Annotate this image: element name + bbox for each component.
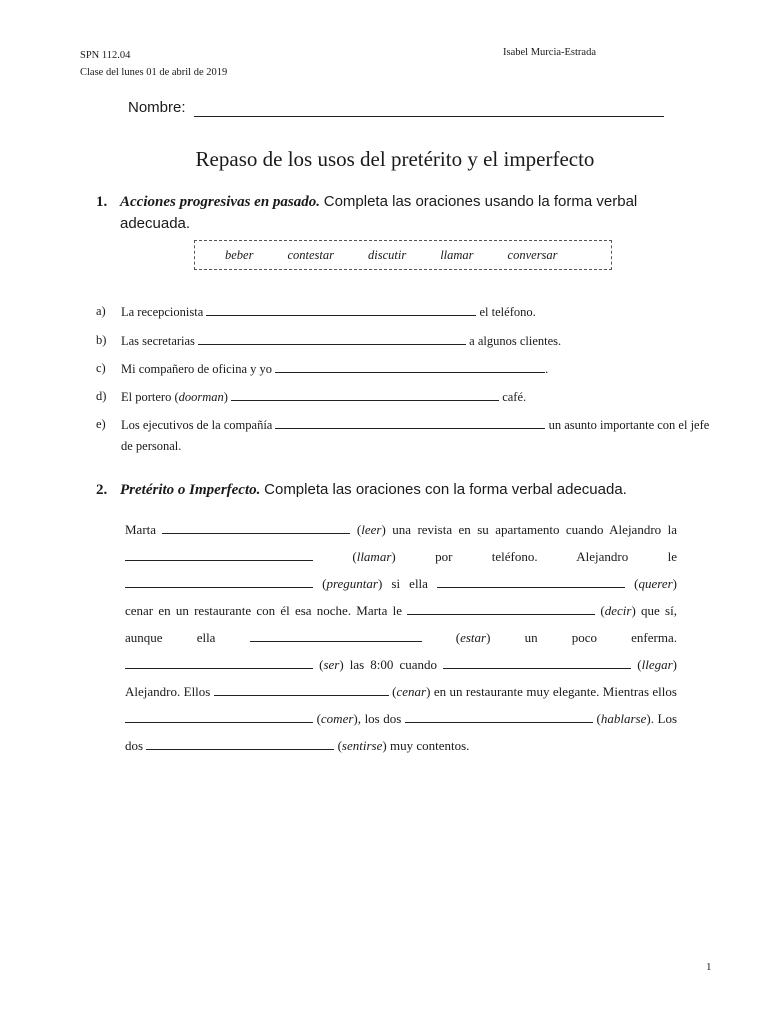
exercise-item-b xyxy=(96,330,716,352)
answer-blank[interactable] xyxy=(198,330,466,345)
verb-hint: querer xyxy=(638,576,673,591)
para-text: Alejandro. Ellos xyxy=(125,684,211,699)
word-bank-item: discutir xyxy=(368,247,407,262)
answer-blank[interactable] xyxy=(206,301,476,316)
exercise-item-d xyxy=(96,386,716,408)
exercise-item-a xyxy=(96,301,716,323)
para-text: las 8:00 cuando xyxy=(349,657,438,672)
section-1-number: 1. xyxy=(96,194,108,210)
verb-hint: decir xyxy=(604,603,632,618)
para-text: en un restaurante muy elegante. Mientras ellos xyxy=(433,684,677,699)
para-text: por teléfono. Alejandro le xyxy=(435,549,677,564)
para-text: muy contentos. xyxy=(389,738,470,753)
item-text: a algunos clientes. xyxy=(469,334,562,348)
item-text-italic: doorman xyxy=(178,390,224,404)
answer-blank[interactable] xyxy=(443,654,631,669)
verb-hint: comer xyxy=(320,711,354,726)
answer-blank[interactable] xyxy=(275,414,545,429)
item-text: Los ejecutivos de la compañía xyxy=(121,418,273,432)
item-letter: c) xyxy=(96,361,106,375)
page-number: 1 xyxy=(706,961,712,973)
answer-blank[interactable] xyxy=(146,735,334,750)
item-text: Mi compañero de oficina y yo xyxy=(121,362,272,376)
name-label: Nombre: xyxy=(128,99,186,116)
para-text: que sí, aunque ella xyxy=(125,603,677,645)
item-letter: e) xyxy=(96,417,106,431)
item-text: Las secretarias xyxy=(121,334,195,348)
answer-blank[interactable] xyxy=(125,546,313,561)
item-text: El portero ( xyxy=(121,390,179,404)
verb-hint: llegar xyxy=(641,657,673,672)
verb-hint: hablarse xyxy=(600,711,647,726)
header-left xyxy=(80,47,227,81)
item-text: La recepcionista xyxy=(121,305,204,319)
item-text: un asunto importante con el jefe de personal. xyxy=(121,418,710,453)
word-bank-item: beber xyxy=(225,247,254,262)
item-letter: b) xyxy=(96,333,107,347)
section-2-title: Pretérito o Imperfecto. xyxy=(120,482,261,498)
item-letter: a) xyxy=(96,304,106,318)
page-title: Repaso de los usos del pretérito y el imperfecto xyxy=(195,147,595,171)
answer-blank[interactable] xyxy=(405,708,593,723)
class-date: Clase del lunes 01 de abril de 2019 xyxy=(80,67,228,78)
answer-blank[interactable] xyxy=(275,358,545,373)
verb-hint: cenar xyxy=(396,684,427,699)
section-1-title: Acciones progresivas en pasado. xyxy=(120,194,320,210)
para-text: si ella xyxy=(391,576,428,591)
section-2-instruction: Completa las oraciones con la forma verbal adecuada. xyxy=(264,481,627,498)
word-bank xyxy=(194,240,612,270)
course-code: SPN 112.04 xyxy=(80,50,131,61)
item-text: ) xyxy=(223,390,228,404)
verb-hint: leer xyxy=(361,522,382,537)
verb-hint: sentirse xyxy=(341,738,383,753)
section-1-heading xyxy=(96,191,696,235)
answer-blank[interactable] xyxy=(125,573,313,588)
exercise-item-e xyxy=(96,414,716,457)
answer-blank[interactable] xyxy=(162,519,350,534)
name-blank[interactable] xyxy=(194,116,664,117)
exercise-item-c xyxy=(96,358,716,380)
word-bank-item: contestar xyxy=(287,247,334,262)
cloze-paragraph: Marta (leer) una revista en su apartamento cuando Alejandro la (llamar) por teléfono. Alejandro le (preguntar) si ella (querer) cenar en un restaurante con él esa noche. Marta le (decir) que sí, aunque ella (estar) un poco enferma. (ser) las 8:00 cuando (llegar) Alejandro. Ellos (cenar) en un restaurante muy elegante. Mientras ellos (comer), los dos (hablarse). Los dos (sentirse) muy contentos. xyxy=(125,516,677,759)
section-2-heading xyxy=(96,479,696,501)
item-letter: d) xyxy=(96,389,107,403)
para-text: Marta xyxy=(125,522,157,537)
answer-blank[interactable] xyxy=(214,681,389,696)
para-text: . Los dos xyxy=(125,711,678,753)
word-bank-item: llamar xyxy=(440,247,474,262)
word-bank-item: conversar xyxy=(507,247,558,262)
verb-hint: llamar xyxy=(356,549,392,564)
answer-blank[interactable] xyxy=(125,708,313,723)
answer-blank[interactable] xyxy=(125,654,313,669)
section-1-instruction: Completa las oraciones usando la forma verbal adecuada. xyxy=(120,193,638,232)
para-text: , los dos xyxy=(357,711,402,726)
answer-blank[interactable] xyxy=(250,627,422,642)
section-2-number: 2. xyxy=(96,482,108,498)
para-text: un poco enferma. xyxy=(524,630,677,645)
para-text: una revista en su apartamento cuando Alejandro la xyxy=(392,522,677,537)
answer-blank[interactable] xyxy=(437,573,625,588)
answer-blank[interactable] xyxy=(231,386,499,401)
item-text: el teléfono. xyxy=(479,305,536,319)
verb-hint: preguntar xyxy=(326,576,378,591)
verb-hint: ser xyxy=(323,657,340,672)
verb-hint: estar xyxy=(460,630,487,645)
item-text: café. xyxy=(502,390,527,404)
para-text: cenar en un restaurante con él esa noche. Marta le xyxy=(125,603,402,618)
answer-blank[interactable] xyxy=(407,600,595,615)
author-name: Isabel Murcia-Estrada xyxy=(503,47,596,58)
item-text: . xyxy=(545,362,549,376)
